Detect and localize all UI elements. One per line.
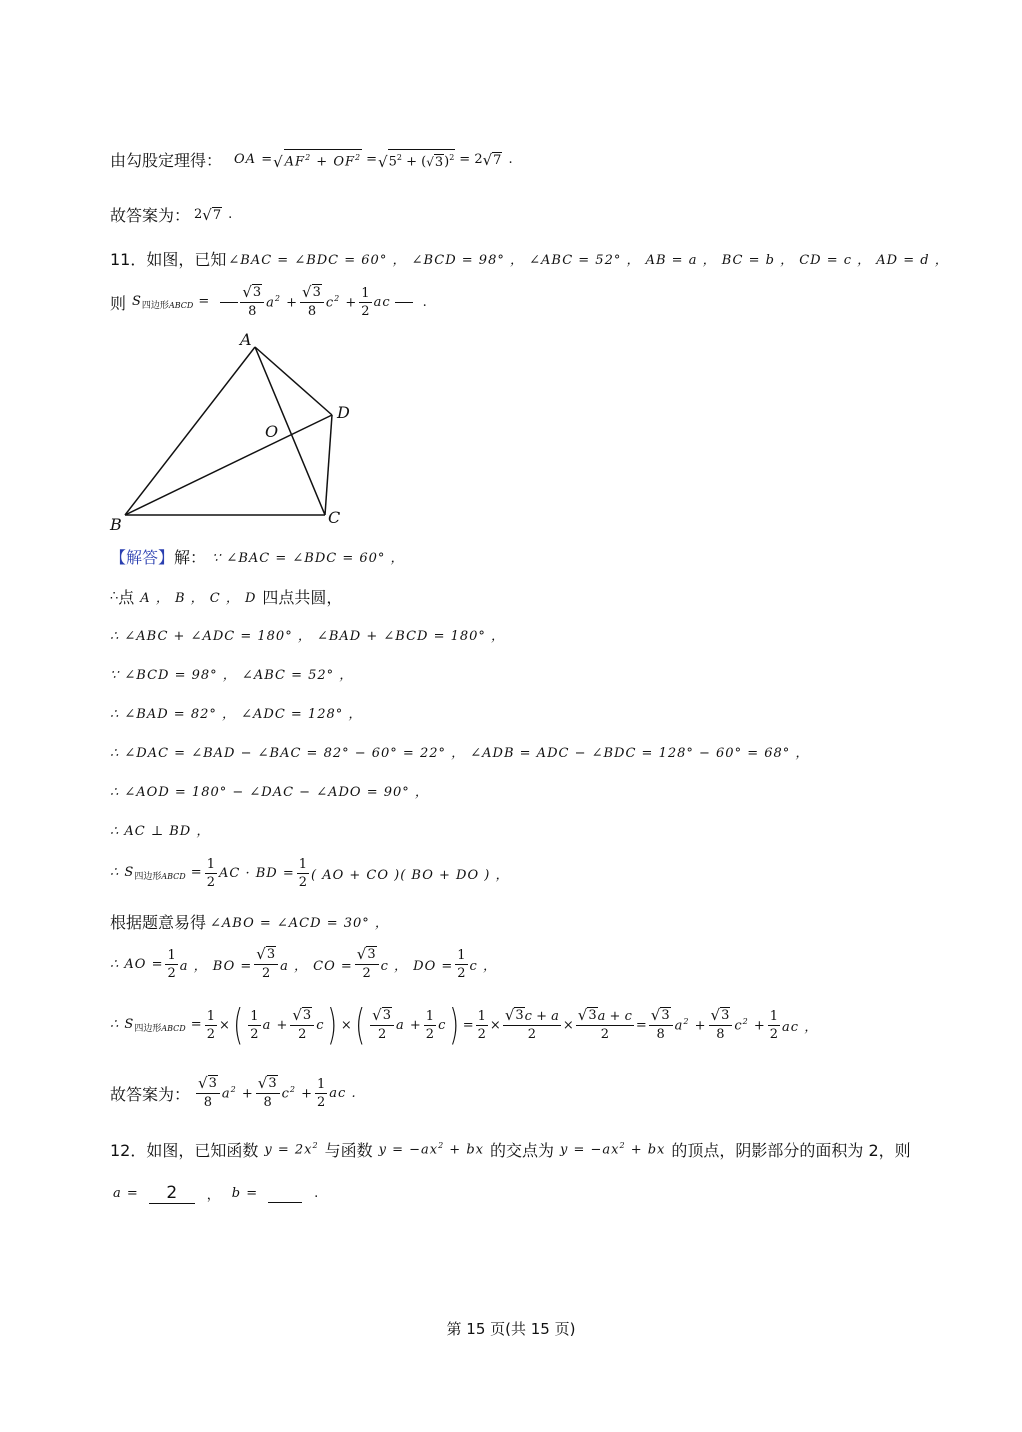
label-B: B [110,515,122,534]
solution-line-6: ∴ ∠DAC = ∠BAD − ∠BAC = 82° − 60° = 22° ， ∠ADB = ADC − ∠BDC = 128° − 60° = 68° ， [110,746,810,761]
solution-line-10: 根据题意易得 ∠ABO = ∠ACD = 30° ， [110,913,389,932]
solution-line-12: ∴ $S_{四边形ABCD}$ = $\frac{1}{2}$ × ( $\frac{1}{2}$ a + √ 3 2 c ) × ( √ 3 2 a + $\frac{1}{2}$ c ) = $\frac{1}{2}$ × √ 3 c + a 2 × √ 3 a + c 2 = √ 3 8 $a^2$ + √ 3 8 $c^2$ + $\frac{1}{2}$ ac ， [110,1000,819,1049]
solution-line-7: ∴ ∠AOD = 180° − ∠DAC − ∠ADO = 90° ， [110,785,429,800]
question-11: 11．如图，已知 ∠BAC = ∠BDC = 60° ， ∠BCD = 98° ， ∠ABC = 52° ， AB = a ， BC = b ， CD = c ， AD = d ， [110,250,949,269]
solution-line-11: ∴ AO = $\frac{1}{2}$ a ， BO = √ 3 2 a ， CO = √ 3 2 c ， DO = $\frac{1}{2}$ c ， [110,945,497,981]
page-footer: 第 15 页(共 15 页) [446,1320,576,1338]
solution-line-9: ∴ $S_{四边形ABCD}$ = $\frac{1}{2}$ AC · BD = $\frac{1}{2}$ ( AO + CO )( BO + DO ) ， [110,857,510,890]
pythagoras-line: 由勾股定理得： OA = √ $AF^2 + OF^2$ = √ $5^2$ + ( √ 3 )$^2$ = 2 √ 7 . [110,150,513,171]
label-O: O [265,422,279,441]
answer-a-blank: 2 [149,1183,195,1204]
quadrilateral-figure [100,325,370,540]
label-C: C [328,508,341,527]
diagonal-BD [125,415,332,515]
side-DA [255,347,332,415]
answer-line-11: 故答案为： √ 3 8 $a^2$ + √ 3 8 $c^2$ + $\frac{1}{2}$ ac . [110,1074,357,1110]
solution-line-5: ∴ ∠BAD = 82° ， ∠ADC = 128° ， [110,707,363,722]
question-12: 12．如图，已知函数 $y = 2x^2$ 与函数 $y = -ax^2$ + bx 的交点为 $y = -ax^2$ + bx 的顶点，阴影部分的面积为 2，则 [110,1141,911,1160]
answer-b-blank [268,1184,302,1203]
label-D: D [337,403,350,422]
label-A: A [240,330,252,349]
solution-line-2: ∴ 点 A ， B ， C ， D 四点共圆， [110,588,343,607]
side-AB [125,347,255,515]
answer-line-10: 故答案为： 2 √ 7 . [110,205,233,225]
solution-line-4: ∵ ∠BCD = 98° ， ∠ABC = 52° ， [110,668,354,683]
question-12-answer: a = 2 ， b = . [113,1183,319,1203]
question-11-answer: 则 $S_{四边形ABCD}$ = √ 3 8 $a^2$ + √ 3 8 $c^2$ + $\frac{1}{2}$ ac . [110,283,427,319]
solution-line-3: ∴ ∠ABC + ∠ADC = 180° ， ∠BAD + ∠BCD = 180° ， [110,629,506,644]
solution-line-8: ∴ AC ⊥ BD ， [110,824,211,839]
solution-line-1: 【解答】 解： ∵ ∠BAC = ∠BDC = 60° ， [110,545,405,568]
solution-tag: 【解答】 [110,548,175,567]
side-CD [325,415,332,515]
